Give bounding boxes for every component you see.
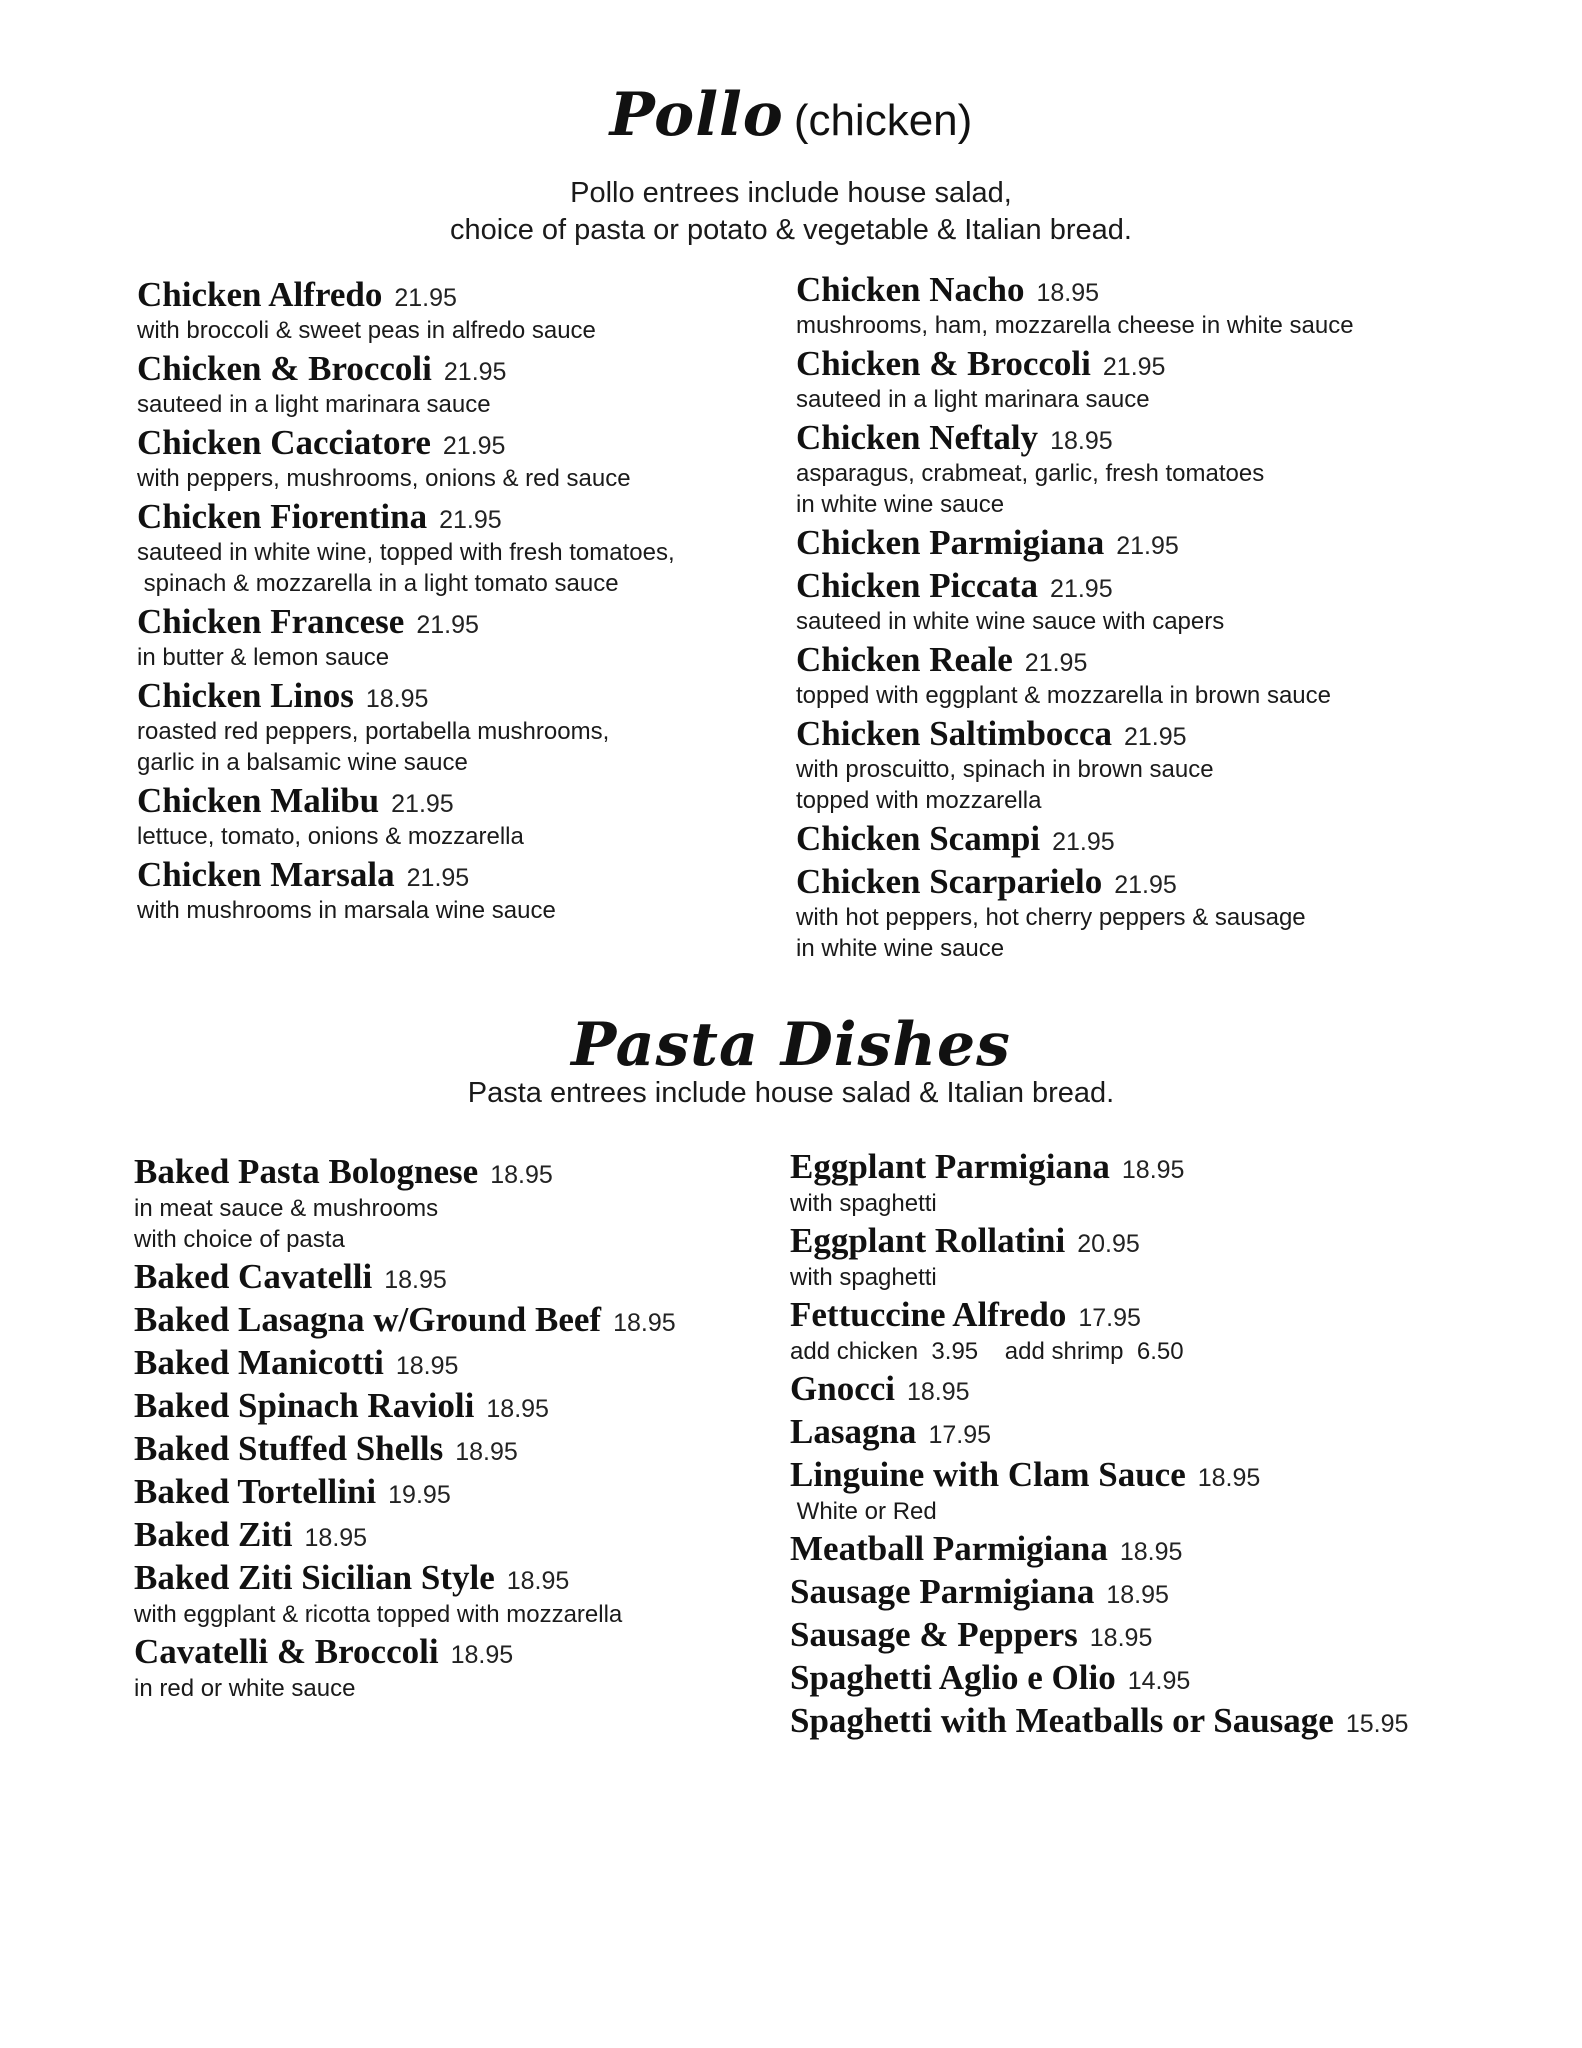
menu-item-header xyxy=(790,1570,1510,1613)
dish-description: asparagus, crabmeat, garlic, fresh tomatoes xyxy=(796,460,1265,487)
dish-description: with spaghetti xyxy=(790,1264,937,1291)
dish-name: Spaghetti Aglio e Olio xyxy=(790,1658,1116,1697)
menu-item xyxy=(790,1656,1510,1699)
dish-price: 18.95 xyxy=(304,1524,368,1552)
dish-name: Chicken & Broccoli xyxy=(137,349,432,388)
menu-item xyxy=(137,676,767,778)
menu-item xyxy=(796,523,1476,563)
menu-item-header xyxy=(134,1255,784,1298)
menu-item xyxy=(137,497,767,599)
menu-item xyxy=(134,1150,784,1255)
menu-item-header xyxy=(790,1367,1510,1410)
dish-description: in butter & lemon sauce xyxy=(137,644,390,671)
dish-price: 21.95 xyxy=(394,284,457,312)
dish-price: 21.95 xyxy=(1114,871,1177,899)
dish-price: 18.95 xyxy=(1197,1464,1261,1492)
dish-description: topped with mozzarella xyxy=(796,787,1042,814)
dish-description: with hot peppers, hot cherry peppers & sausage xyxy=(796,904,1306,931)
dish-price: 18.95 xyxy=(490,1161,553,1189)
pasta-heading xyxy=(0,1010,1582,1080)
dish-description: roasted red peppers, portabella mushrooms, xyxy=(137,718,610,745)
dish-name: Chicken Saltimbocca xyxy=(796,714,1112,753)
menu-item-header xyxy=(137,781,767,821)
menu-item xyxy=(134,1255,784,1298)
dish-description: sauteed in a light marinara sauce xyxy=(137,391,491,418)
dish-price: 21.95 xyxy=(1123,723,1187,751)
dish-description: with choice of pasta xyxy=(134,1226,345,1253)
dish-price: 21.95 xyxy=(1102,353,1166,381)
dish-description: with broccoli & sweet peas in alfredo sauce xyxy=(137,317,596,344)
menu-item-header xyxy=(790,1219,1510,1262)
dish-name: Chicken Nacho xyxy=(796,270,1025,309)
dish-description: in meat sauce & mushrooms xyxy=(134,1195,439,1222)
dish-price: 18.95 xyxy=(1089,1624,1153,1652)
dish-name: Chicken Scampi xyxy=(796,819,1041,858)
menu-item xyxy=(137,423,767,494)
dish-description: add chicken 3.95 add shrimp 6.50 xyxy=(790,1338,1184,1365)
menu-item xyxy=(790,1219,1510,1293)
dish-description: with mushrooms in marsala wine sauce xyxy=(137,897,556,924)
dish-name: Spaghetti with Meatballs or Sausage xyxy=(790,1701,1334,1740)
dish-description: lettuce, tomato, onions & mozzarella xyxy=(137,823,524,850)
dish-description: sauteed in white wine, topped with fresh tomatoes, xyxy=(137,539,675,566)
menu-item xyxy=(137,781,767,852)
dish-name: Chicken Parmigiana xyxy=(796,523,1105,562)
dish-price: 19.95 xyxy=(388,1481,451,1509)
dish-name: Lasagna xyxy=(790,1412,917,1451)
menu-item-header xyxy=(134,1513,784,1556)
dish-description: with eggplant & ricotta topped with mozzarella xyxy=(134,1601,623,1628)
dish-name: Chicken Scarparielo xyxy=(796,862,1103,901)
pasta-title: Pasta Dishes xyxy=(571,1010,1011,1080)
dish-name: Baked Ziti xyxy=(134,1515,293,1554)
dish-price: 18.95 xyxy=(365,685,429,713)
menu-item xyxy=(134,1630,784,1704)
menu-item xyxy=(796,344,1476,415)
dish-price: 21.95 xyxy=(443,358,507,386)
menu-item-header xyxy=(134,1150,784,1193)
dish-name: Baked Manicotti xyxy=(134,1343,384,1382)
menu-item-header xyxy=(137,855,767,895)
dish-name: Chicken & Broccoli xyxy=(796,344,1091,383)
dish-description: with peppers, mushrooms, onions & red sauce xyxy=(137,465,631,492)
menu-item xyxy=(137,855,767,926)
menu-item-header xyxy=(796,714,1476,754)
menu-item-header xyxy=(796,523,1476,563)
menu-item-header xyxy=(796,819,1476,859)
menu-item xyxy=(796,418,1476,520)
dish-description: sauteed in a light marinara sauce xyxy=(796,386,1150,413)
dish-name: Baked Cavatelli xyxy=(134,1257,373,1296)
dish-name: Cavatelli & Broccoli xyxy=(134,1632,439,1671)
menu-item xyxy=(134,1513,784,1556)
menu-item xyxy=(790,1293,1510,1367)
menu-item xyxy=(796,270,1476,341)
menu-item-header xyxy=(790,1656,1510,1699)
dish-price: 17.95 xyxy=(928,1421,991,1449)
menu-item xyxy=(134,1298,784,1341)
dish-name: Baked Stuffed Shells xyxy=(134,1429,444,1468)
dish-description: in red or white sauce xyxy=(134,1675,356,1702)
dish-name: Chicken Cacciatore xyxy=(137,423,431,462)
menu-item-header xyxy=(796,344,1476,384)
menu-item xyxy=(790,1145,1510,1219)
menu-item xyxy=(796,714,1476,816)
menu-item-header xyxy=(134,1556,784,1599)
dish-name: Eggplant Rollatini xyxy=(790,1221,1066,1260)
menu-item-header xyxy=(134,1384,784,1427)
pollo-intro xyxy=(0,175,1582,249)
menu-item-header xyxy=(790,1410,1510,1453)
menu-item-header xyxy=(134,1630,784,1673)
dish-name: Gnocci xyxy=(790,1369,895,1408)
dish-name: Chicken Fiorentina xyxy=(137,497,428,536)
dish-price: 18.95 xyxy=(384,1266,447,1294)
dish-description: with spaghetti xyxy=(790,1190,937,1217)
dish-description: spinach & mozzarella in a light tomato sauce xyxy=(137,570,619,597)
menu-item-header xyxy=(790,1145,1510,1188)
dish-name: Baked Lasagna w/Ground Beef xyxy=(134,1300,602,1339)
menu-item xyxy=(790,1453,1510,1527)
dish-price: 18.95 xyxy=(1036,279,1100,307)
menu-item xyxy=(790,1367,1510,1410)
menu-item xyxy=(790,1613,1510,1656)
menu-item-header xyxy=(790,1453,1510,1496)
dish-name: Sausage & Peppers xyxy=(790,1615,1078,1654)
pollo-left-column xyxy=(137,275,767,929)
menu-item-header xyxy=(137,275,767,315)
menu-item-header xyxy=(134,1470,784,1513)
dish-name: Meatball Parmigiana xyxy=(790,1529,1108,1568)
dish-description: topped with eggplant & mozzarella in brown sauce xyxy=(796,682,1331,709)
pasta-intro: Pasta entrees include house salad & Italian bread. xyxy=(467,1077,1115,1109)
dish-price: 18.95 xyxy=(486,1395,549,1423)
dish-price: 17.95 xyxy=(1078,1304,1141,1332)
dish-price: 21.95 xyxy=(391,790,454,818)
menu-item xyxy=(790,1570,1510,1613)
menu-item xyxy=(134,1556,784,1630)
dish-description: with proscuitto, spinach in brown sauce xyxy=(796,756,1214,783)
menu-item xyxy=(134,1427,784,1470)
dish-name: Chicken Marsala xyxy=(137,855,395,894)
menu-item xyxy=(796,862,1476,964)
dish-name: Fettuccine Alfredo xyxy=(790,1295,1067,1334)
menu-item xyxy=(137,349,767,420)
pollo-subtitle: (chicken) xyxy=(793,96,973,145)
dish-description: garlic in a balsamic wine sauce xyxy=(137,749,468,776)
dish-price: 14.95 xyxy=(1127,1667,1191,1695)
dish-name: Baked Ziti Sicilian Style xyxy=(134,1558,495,1597)
menu-item-header xyxy=(796,418,1476,458)
dish-price: 21.95 xyxy=(1116,532,1179,560)
dish-price: 18.95 xyxy=(450,1641,514,1669)
menu-item xyxy=(134,1470,784,1513)
menu-item xyxy=(134,1341,784,1384)
dish-name: Chicken Reale xyxy=(796,640,1013,679)
menu-item-header xyxy=(796,640,1476,680)
dish-name: Chicken Piccata xyxy=(796,566,1039,605)
dish-description: mushrooms, ham, mozzarella cheese in white sauce xyxy=(796,312,1354,339)
pasta-right-column xyxy=(790,1145,1510,1742)
pollo-title: Pollo xyxy=(609,80,784,150)
dish-price: 18.95 xyxy=(1106,1581,1169,1609)
dish-price: 18.95 xyxy=(1050,427,1113,455)
dish-price: 18.95 xyxy=(506,1567,570,1595)
menu-item-header xyxy=(137,602,767,642)
dish-description: White or Red xyxy=(790,1498,937,1525)
menu-item xyxy=(796,819,1476,859)
dish-price: 20.95 xyxy=(1077,1230,1140,1258)
dish-name: Chicken Alfredo xyxy=(137,275,383,314)
pasta-left-column xyxy=(134,1150,784,1704)
menu-item-header xyxy=(137,423,767,463)
menu-item-header xyxy=(796,270,1476,310)
menu-item-header xyxy=(796,566,1476,606)
menu-item-header xyxy=(790,1527,1510,1570)
dish-description: in white wine sauce xyxy=(796,935,1005,962)
dish-description: sauteed in white wine sauce with capers xyxy=(796,608,1225,635)
dish-price: 18.95 xyxy=(395,1352,459,1380)
menu-item xyxy=(790,1410,1510,1453)
dish-name: Sausage Parmigiana xyxy=(790,1572,1095,1611)
dish-price: 21.95 xyxy=(416,611,479,639)
dish-price: 21.95 xyxy=(1052,828,1115,856)
menu-item xyxy=(796,640,1476,711)
pollo-intro-line: Pollo entrees include house salad, xyxy=(570,177,1012,209)
dish-name: Baked Pasta Bolognese xyxy=(134,1152,479,1191)
dish-price: 18.95 xyxy=(613,1309,676,1337)
dish-price: 18.95 xyxy=(906,1378,970,1406)
menu-item-header xyxy=(137,349,767,389)
menu-item-header xyxy=(790,1699,1510,1742)
dish-name: Baked Spinach Ravioli xyxy=(134,1386,475,1425)
dish-price: 18.95 xyxy=(455,1438,518,1466)
dish-name: Baked Tortellini xyxy=(134,1472,377,1511)
menu-item-header xyxy=(796,862,1476,902)
dish-price: 21.95 xyxy=(1050,575,1113,603)
menu-item-header xyxy=(134,1427,784,1470)
pollo-heading xyxy=(0,80,1582,150)
dish-price: 21.95 xyxy=(1024,649,1088,677)
dish-name: Eggplant Parmigiana xyxy=(790,1147,1110,1186)
menu-item-header xyxy=(134,1341,784,1384)
menu-item xyxy=(134,1384,784,1427)
menu-item xyxy=(790,1699,1510,1742)
menu-item xyxy=(137,275,767,346)
dish-price: 21.95 xyxy=(406,864,470,892)
dish-price: 18.95 xyxy=(1119,1538,1183,1566)
menu-item xyxy=(796,566,1476,637)
menu-item xyxy=(790,1527,1510,1570)
menu-item-header xyxy=(790,1293,1510,1336)
dish-name: Chicken Francese xyxy=(137,602,405,641)
dish-name: Chicken Neftaly xyxy=(796,418,1039,457)
dish-name: Chicken Linos xyxy=(137,676,354,715)
pollo-right-column xyxy=(796,270,1476,967)
menu-item-header xyxy=(137,497,767,537)
dish-price: 21.95 xyxy=(439,506,502,534)
pollo-intro-line: choice of pasta or potato & vegetable & Italian bread. xyxy=(450,214,1132,246)
dish-name: Linguine with Clam Sauce xyxy=(790,1455,1186,1494)
menu-item-header xyxy=(790,1613,1510,1656)
dish-price: 15.95 xyxy=(1345,1710,1409,1738)
dish-price: 18.95 xyxy=(1121,1156,1185,1184)
menu-item-header xyxy=(137,676,767,716)
menu-item xyxy=(137,602,767,673)
dish-price: 21.95 xyxy=(442,432,506,460)
menu-item-header xyxy=(134,1298,784,1341)
dish-description: in white wine sauce xyxy=(796,491,1005,518)
dish-name: Chicken Malibu xyxy=(137,781,380,820)
